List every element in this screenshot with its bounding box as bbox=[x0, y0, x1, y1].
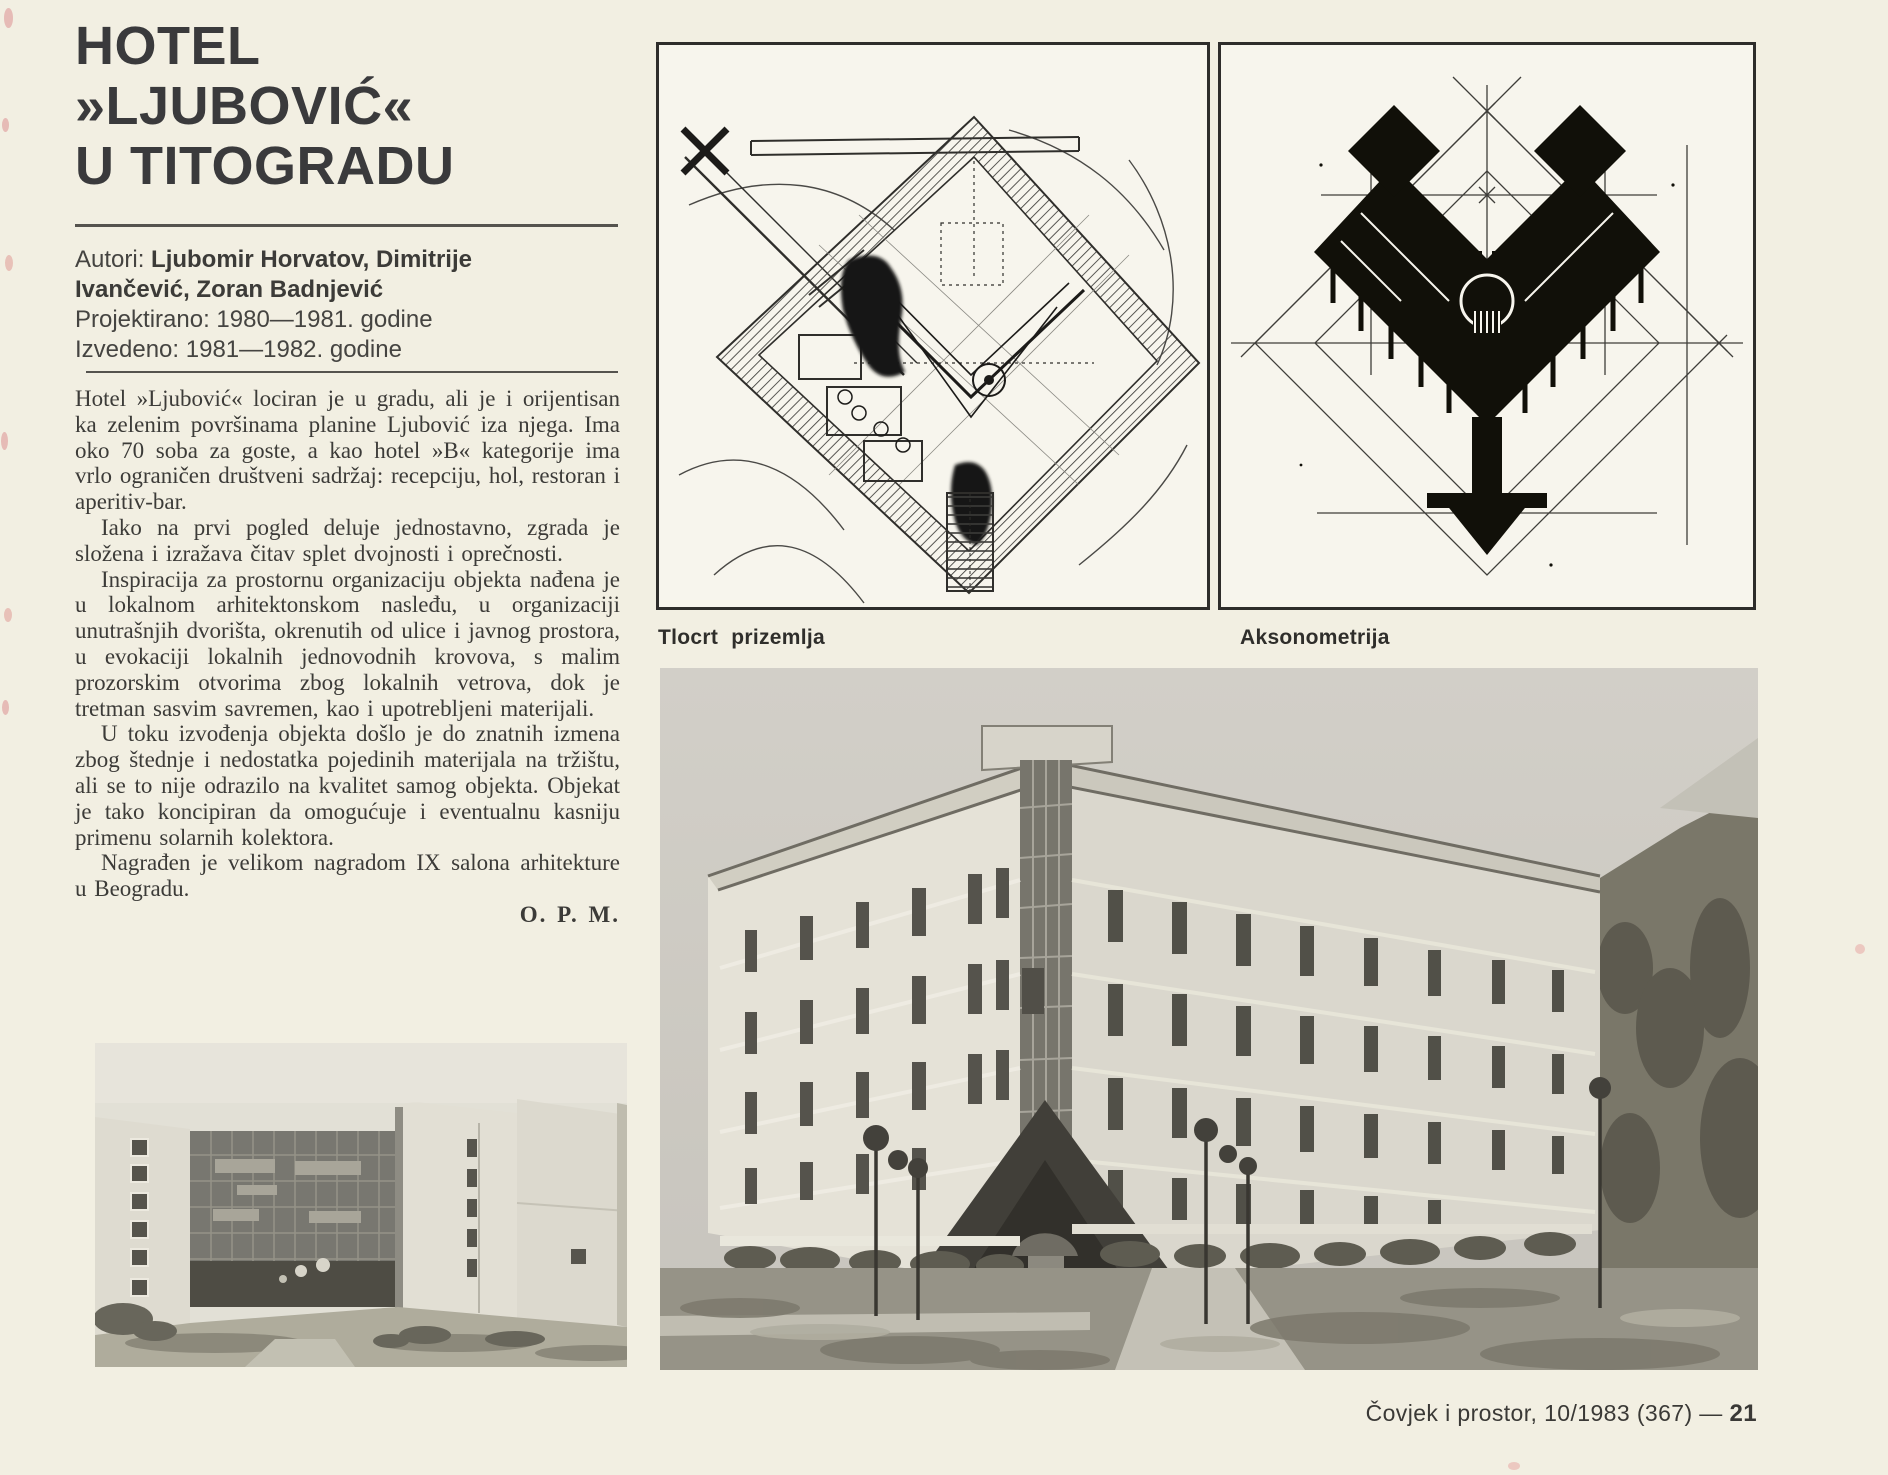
byline-built: Izvedeno: 1981—1982. godine bbox=[75, 336, 402, 363]
title-line-1: HOTEL bbox=[75, 16, 261, 76]
scan-artifact bbox=[5, 255, 13, 271]
page-number: 21 bbox=[1729, 1400, 1757, 1427]
scan-artifact bbox=[1855, 944, 1865, 954]
byline-divider bbox=[86, 371, 618, 373]
byline-designed: Projektirano: 1980—1981. godine bbox=[75, 306, 433, 333]
author-initials: O. P. M. bbox=[519, 901, 620, 927]
axonometric-caption: Aksonometrija bbox=[1240, 626, 1390, 649]
paragraph: Hotel »Ljubović« lociran je u gradu, ali je i orijentisan ka zelenim površinama planine Ljubović iza njega. Ima oko 70 soba za goste, a kao hotel »B« kategorije ima vrlo ograničen društveni sadržaj: recepciju, hol, restoran i aperitiv-bar. bbox=[75, 386, 620, 515]
article-title bbox=[75, 16, 620, 196]
hotel-photo-large-image bbox=[660, 668, 1758, 1370]
hotel-photo-small bbox=[95, 1043, 627, 1367]
floor-plan-caption: Tlocrt prizemlja bbox=[658, 626, 826, 649]
axonometric-figure bbox=[1218, 42, 1756, 610]
scan-artifact bbox=[4, 8, 13, 28]
paragraph: U toku izvođenja objekta došlo je do znatnih izmena zbog štednje i nedostatka pojedinih materijala na tržištu, ali se to nije odrazilo na kvalitet samog objekta. Objekat je tako koncipiran da omogućuje i eventualnu kasniju primenu solarnih kolektora. bbox=[75, 721, 620, 850]
byline-block bbox=[75, 245, 620, 365]
axonometric-drawing bbox=[1221, 45, 1753, 607]
hotel-photo-small-image bbox=[95, 1043, 627, 1367]
title-divider bbox=[75, 224, 618, 227]
floor-plan-figure bbox=[656, 42, 1210, 610]
floor-plan-drawing bbox=[659, 45, 1207, 607]
scan-artifact bbox=[4, 608, 12, 622]
title-line-3: U TITOGRADU bbox=[75, 136, 455, 196]
scan-artifact bbox=[2, 700, 9, 715]
paragraph: Iako na prvi pogled deluje jednostavno, zgrada je složena i izražava čitav splet dvojnosti i oprečnosti. bbox=[75, 514, 620, 566]
scan-artifact bbox=[1, 432, 8, 450]
byline-authors-2: Ivančević, Zoran Badnjević bbox=[75, 276, 384, 303]
scan-artifact bbox=[1508, 1462, 1520, 1470]
paragraph: Inspiracija za prostornu organizaciju objekta nađena je u lokalnom arhitektonskom nasleđu, u organizaciji unutrašnjih dvorišta, okrenutih od ulice i javnog prostora, u evokaciji lokalnih jednovodnih krovova, s malim prozorskim otvorima zbog lokalnih vetrova, dok je tretman sasvim savremen, kao i upotrebljeni materijali. bbox=[75, 566, 620, 721]
article-body bbox=[75, 386, 620, 928]
paragraph: Nagrađen je velikom nagradom IX salona arhitekture u Beogradu. bbox=[75, 850, 620, 902]
byline-authors: Autori: Ljubomir Horvatov, Dimitrije bbox=[75, 246, 472, 273]
journal-citation: Čovjek i prostor, 10/1983 (367) — bbox=[1365, 1400, 1730, 1426]
journal-footer bbox=[1366, 1400, 1757, 1428]
title-line-2: »LJUBOVIĆ« bbox=[75, 76, 414, 136]
hotel-photo-large bbox=[660, 668, 1758, 1370]
scan-artifact bbox=[2, 118, 9, 132]
